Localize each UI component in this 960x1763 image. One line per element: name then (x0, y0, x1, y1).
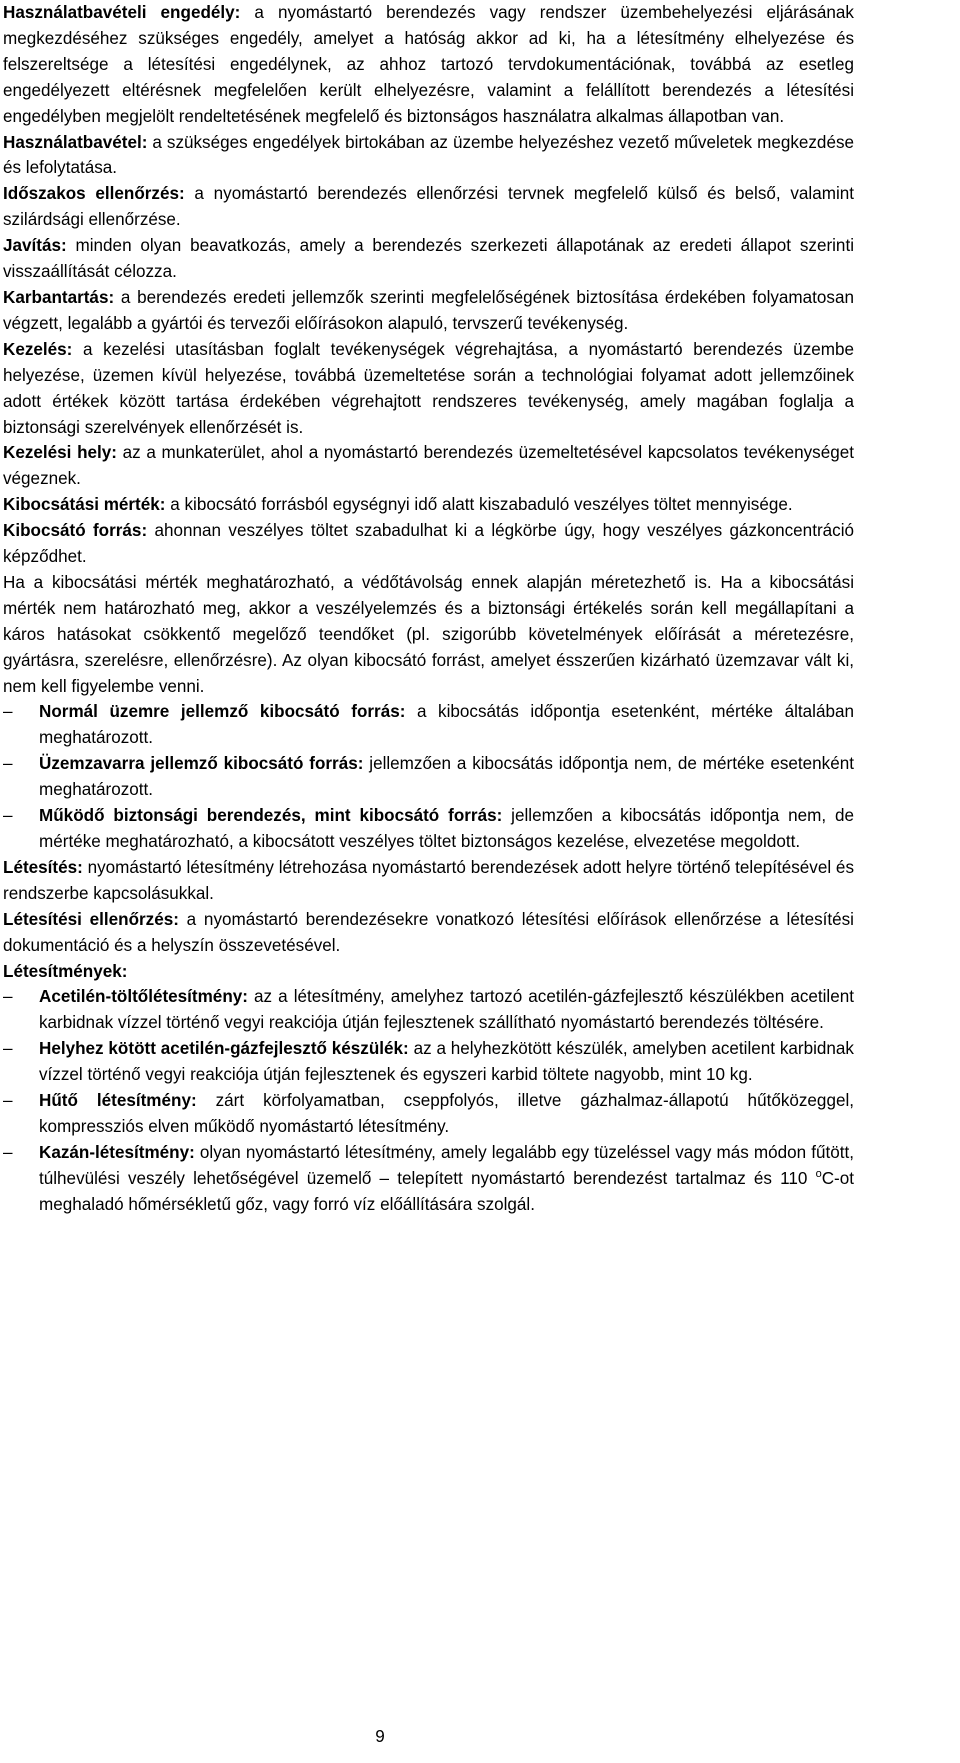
definition-text: minden olyan beavatkozás, amely a berendezés szerkezeti állapotának az eredeti állapot szerinti visszaállítását célozza. (3, 236, 854, 282)
definition-text: az a munkaterület, ahol a nyomástartó berendezés üzemeltetésével kapcsolatos tevékenységet végeznek. (3, 443, 854, 489)
list-item (3, 751, 854, 803)
definition-text: nyomástartó létesítmény létrehozása nyomástartó berendezések adott helyre történő telepítésével és rendszerbe kapcsolásukkal. (3, 857, 854, 903)
definition-term: Kezelési hely: (3, 443, 117, 463)
definition-paragraph (3, 181, 854, 233)
list-item-text: az a helyhezkötött készülék, amelyben acetilent karbidnak vízzel történő vegyi reakciója útján fejlesztenek és egyszeri karbid töltete nagyobb, mint 10 kg. (39, 1039, 854, 1085)
list-item (3, 984, 854, 1036)
definition-paragraph (3, 518, 854, 570)
definition-paragraph (3, 285, 854, 337)
list-item (3, 1088, 854, 1140)
definition-term: Karbantartás: (3, 287, 115, 307)
definition-text: a nyomástartó berendezés ellenőrzési tervnek megfelelő külső és belső, valamint szilárdsági ellenőrzése. (3, 184, 855, 230)
definition-paragraph (3, 0, 854, 130)
list-item-term: Kazán-létesítmény: (39, 1142, 195, 1162)
list-item-text: olyan nyomástartó létesítmény, amely legalább egy tüzeléssel vagy más módon fűtött, túlhevülési veszély lehetőségével üzemelő – telepített nyomástartó berendezést tartalmaz és 110 (39, 1142, 854, 1188)
definition-term: Kezelés: (3, 339, 73, 359)
list-item-term: Üzemzavarra jellemző kibocsátó forrás: (39, 754, 364, 774)
definition-term: Használatbavétel: (3, 132, 148, 152)
definition-paragraph (3, 855, 854, 907)
list-item-term: Helyhez kötött acetilén-gázfejlesztő készülék: (39, 1039, 409, 1059)
list-item (3, 803, 854, 855)
page-number: 9 (375, 1727, 385, 1746)
definition-text: ahonnan veszélyes töltet szabadulhat ki a légkörbe úgy, hogy veszélyes gázkoncentráció képződhet. (3, 521, 854, 567)
definition-term: Használatbavételi engedély: (3, 3, 241, 22)
list-item (3, 699, 854, 751)
definition-term: Létesítési ellenőrzés: (3, 909, 179, 929)
list-item (3, 1036, 854, 1088)
list-item-text: zárt körfolyamatban, cseppfolyós, illetve gázhalmaz-állapotú hűtőközeggel, kompressziós elven működő nyomástartó létesítmény. (39, 1091, 855, 1136)
list-item (3, 1140, 854, 1218)
definition-term: Létesítés: (3, 857, 83, 877)
dash-bullet: – (3, 987, 13, 1007)
definition-paragraph (3, 337, 854, 441)
list-item-text: jellemzően a kibocsátás időpontja nem, de mértéke esetenként meghatározott. (39, 754, 854, 800)
definition-paragraph (3, 233, 854, 285)
definition-text: a kibocsátó forrásból egységnyi idő alatt kiszabaduló veszélyes töltet mennyisége. (165, 495, 793, 515)
list-item-text-continued: C-ot meghaladó hőmérsékletű gőz, vagy forró víz előállítására szolgál. (39, 1168, 854, 1214)
definition-term: Kibocsátási mérték: (3, 495, 166, 515)
definition-term: Kibocsátó forrás: (3, 521, 148, 541)
source-type-list (3, 699, 854, 854)
dash-bullet: – (3, 754, 13, 774)
definition-text: a szükséges engedélyek birtokában az üzembe helyezéshez vezető műveletek megkezdése és lefolytatása. (3, 132, 854, 178)
definition-term: Időszakos ellenőrzés: (3, 184, 185, 204)
dash-bullet: – (3, 1091, 13, 1111)
list-item-term: Hűtő létesítmény: (39, 1091, 197, 1111)
definition-text: a berendezés eredeti jellemzők szerinti megfelelőségének biztosítása érdekében folyamatosan végzett, legalább a gyártói és tervezői előírásokon alapuló, tervszerű tevékenység. (3, 287, 854, 333)
facilities-heading: Létesítmények: (3, 961, 128, 981)
dash-bullet: – (3, 1039, 13, 1059)
definition-paragraph (3, 130, 854, 182)
definition-paragraph (3, 492, 854, 518)
facilities-list (3, 984, 854, 1217)
dash-bullet: – (3, 702, 13, 722)
definition-paragraph (3, 907, 854, 959)
list-item-text: az a létesítmény, amelyhez tartozó acetilén-gázfejlesztő készülékben acetilent karbidnak vízzel történő vegyi reakciója útján fejlesztenek szállítható nyomástartó berendezés töltésére. (39, 987, 854, 1033)
degree-sign: o (815, 1167, 822, 1180)
definition-text: a kezelési utasításban foglalt tevékenységek végrehajtása, a nyomástartó berendezés üzembe helyezése, üzemen kívül helyezése, továbbá üzemeltetése során a technológiai folyamat adott jellemzőinek adott értékek között tartása érdekében végrehajtott rendszeres tevékenység, amely magában foglalja a biztonsági szerelvények ellenőrzését is. (3, 339, 854, 437)
definition-text: a nyomástartó berendezésekre vonatkozó létesítési előírások ellenőrzése a létesítési dokumentáció és a helyszín összevetésével. (3, 909, 854, 955)
list-item-term: Acetilén-töltőlétesítmény: (39, 987, 248, 1007)
list-item-text: a kibocsátás időpontja esetenként, mértéke általában meghatározott. (39, 702, 854, 748)
plain-paragraph: Ha a kibocsátási mérték meghatározható, a védőtávolság ennek alapján méretezhető is. Ha a kibocsátási mérték nem határozható meg, akkor a veszélyelemzés és a biztonsági értékelés során kell megállapítani a káros hatásokat csökkentő megelőző teendőket (pl. szigorúbb követelmények előírását a méretezésre, gyártásra, szerelésre, ellenőrzésre). Az olyan kibocsátó forrást, amelyet ésszerűen kizárható üzemzavar vált ki, nem kell figyelembe venni. (3, 572, 854, 696)
definition-text: a nyomástartó berendezés vagy rendszer üzembehelyezési eljárásának megkezdéséhez szükséges engedély, amelyet a hatóság akkor ad ki, ha a létesítmény elhelyezése és felszereltsége a létesítési engedélynek, az ahhoz tartozó tervdokumentációnak, továbbá az esetleg engedélyezett eltérésnek megfelelően került elhelyezésre, valamint a felállított berendezés a létesítési engedélyben megjelölt rendeltetésének megfelelő és biztonságos használatra alkalmas állapotban van. (3, 3, 854, 126)
definition-term: Javítás: (3, 236, 67, 256)
list-item-text: jellemzően a kibocsátás időpontja nem, de mértéke meghatározható, a kibocsátott veszélyes töltet biztonságos kezelése, elvezetése megoldott. (39, 806, 854, 851)
dash-bullet: – (3, 806, 13, 826)
list-item-term: Normál üzemre jellemző kibocsátó forrás: (39, 702, 406, 722)
list-item-term: Működő biztonsági berendezés, mint kibocsátó forrás: (39, 806, 503, 826)
dash-bullet: – (3, 1142, 13, 1162)
document-body (3, 0, 854, 1218)
definition-paragraph (3, 440, 854, 492)
